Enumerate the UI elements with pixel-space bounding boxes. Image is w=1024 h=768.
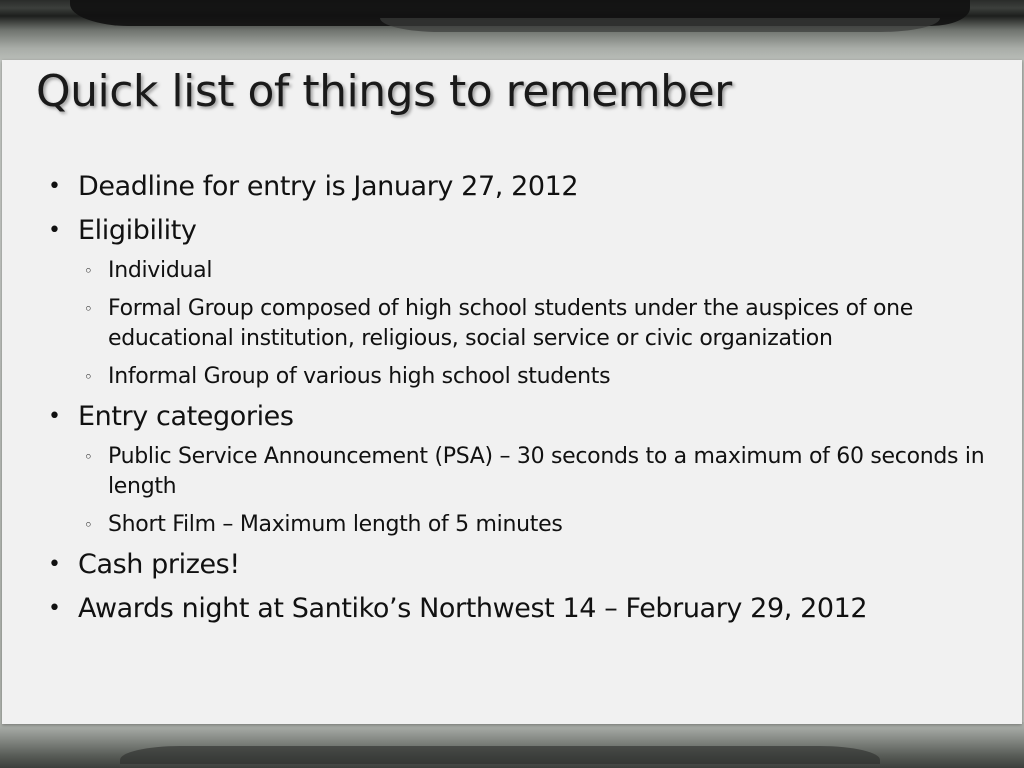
- sub-list-item-text: Formal Group composed of high school students under the auspices of one educational institution, religious, social service or civic organization: [108, 296, 913, 351]
- grunge-smear: [380, 18, 940, 32]
- slide-title: Quick list of things to remember: [36, 66, 732, 117]
- bullet-icon: •: [48, 174, 61, 199]
- grunge-top-border: [0, 0, 1024, 60]
- list-item: [44, 400, 994, 433]
- hollow-bullet-icon: ◦: [84, 516, 93, 534]
- sub-list-item-text: Individual: [108, 258, 213, 283]
- sub-list-item: [44, 294, 994, 354]
- sub-list-item: [44, 442, 994, 502]
- hollow-bullet-icon: ◦: [84, 300, 93, 318]
- bullet-icon: •: [48, 218, 61, 243]
- sub-list-item-text: Short Film – Maximum length of 5 minutes: [108, 512, 563, 537]
- hollow-bullet-icon: ◦: [84, 448, 93, 466]
- sub-list-item: [44, 362, 994, 392]
- hollow-bullet-icon: ◦: [84, 262, 93, 280]
- sub-list-item-text: Public Service Announcement (PSA) – 30 seconds to a maximum of 60 seconds in length: [108, 444, 985, 499]
- bullet-list: [44, 170, 994, 636]
- sub-list: [44, 442, 994, 540]
- sub-list-item-text: Informal Group of various high school students: [108, 364, 611, 389]
- list-item: [44, 592, 994, 625]
- sub-list-item: [44, 256, 994, 286]
- grunge-smear: [120, 746, 880, 764]
- list-item-text: Deadline for entry is January 27, 2012: [78, 171, 579, 202]
- grunge-bottom-border: [0, 722, 1024, 768]
- list-item-text: Entry categories: [78, 401, 294, 432]
- list-item: [44, 170, 994, 203]
- hollow-bullet-icon: ◦: [84, 368, 93, 386]
- bullet-icon: •: [48, 596, 61, 621]
- list-item-text: Cash prizes!: [78, 549, 240, 580]
- bullet-icon: •: [48, 552, 61, 577]
- bullet-icon: •: [48, 404, 61, 429]
- sub-list-item: [44, 510, 994, 540]
- list-item: [44, 548, 994, 581]
- list-item: [44, 214, 994, 247]
- sub-list: [44, 256, 994, 392]
- list-item-text: Awards night at Santiko’s Northwest 14 – February 29, 2012: [78, 593, 868, 624]
- list-item-text: Eligibility: [78, 215, 197, 246]
